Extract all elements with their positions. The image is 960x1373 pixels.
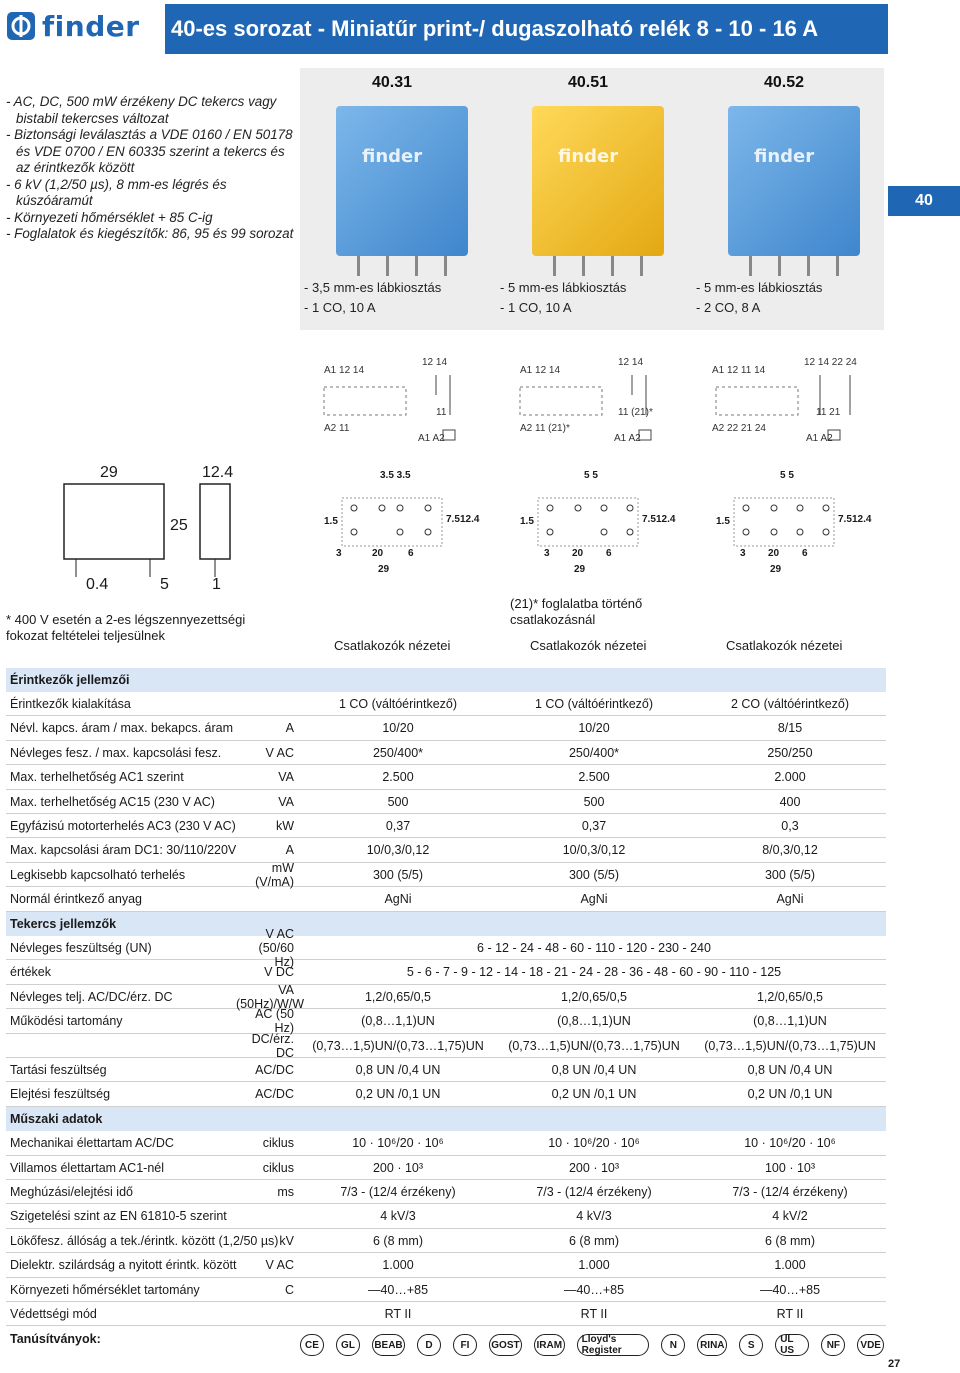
dim-label: 7.5 bbox=[642, 514, 656, 525]
dim-label: 29 bbox=[574, 564, 586, 575]
table-row bbox=[6, 1031, 886, 1060]
row-label: Villamos élettartam AC1-nél bbox=[10, 1160, 165, 1175]
row-value: 10 · 10⁶/20 · 10⁶ bbox=[744, 1136, 836, 1151]
dim-label: 3 bbox=[544, 548, 550, 559]
page-title: 40-es sorozat - Miniatűr print-/ dugaszolható relék 8 - 10 - 16 A bbox=[165, 4, 888, 54]
section-header: Érintkezők jellemzői bbox=[6, 668, 886, 692]
dim-label: 29 bbox=[378, 564, 390, 575]
schematic-label: 11 21 bbox=[816, 407, 841, 418]
dim-label: 0.4 bbox=[86, 576, 109, 593]
row-value: 8/0,3/0,12 bbox=[762, 843, 818, 858]
table-row bbox=[6, 814, 886, 838]
row-unit: VA (50Hz)/W/W bbox=[236, 982, 305, 1011]
relay-photo bbox=[336, 106, 468, 256]
dim-label: 6 bbox=[802, 548, 808, 559]
dim-label: 5 5 bbox=[584, 470, 598, 481]
row-value: 7/3 - (12/4 érzékeny) bbox=[340, 1184, 456, 1199]
dim-label: 29 bbox=[100, 464, 118, 481]
dim-label: 20 bbox=[768, 548, 780, 559]
row-unit: ciklus bbox=[262, 1160, 294, 1175]
view-label: Csatlakozók nézetei bbox=[530, 638, 647, 653]
row-value: 2.500 bbox=[382, 770, 414, 785]
section-header: Műszaki adatok bbox=[6, 1107, 886, 1131]
wiring-schematic bbox=[514, 355, 704, 455]
row-value: 2.500 bbox=[578, 770, 610, 785]
wiring-schematic bbox=[318, 355, 508, 455]
schematic-label: A2 22 21 24 bbox=[712, 423, 766, 434]
certification-mark-icon: D bbox=[417, 1334, 441, 1356]
certification-mark-icon: CE bbox=[300, 1334, 324, 1356]
table-row bbox=[6, 1180, 886, 1204]
row-value: 300 (5/5) bbox=[372, 867, 424, 882]
row-value: 10 · 10⁶/20 · 10⁶ bbox=[352, 1136, 444, 1151]
table-row bbox=[6, 926, 886, 969]
dim-label: 20 bbox=[372, 548, 384, 559]
certification-mark-icon: GL bbox=[336, 1334, 360, 1356]
dim-label: 12.4 bbox=[656, 514, 676, 525]
row-label: Meghúzási/elejtési idő bbox=[10, 1184, 133, 1199]
dim-label: 20 bbox=[572, 548, 584, 559]
certification-mark-icon: N bbox=[661, 1334, 685, 1356]
feature-item: - Környezeti hőmérséklet + 85 C-ig bbox=[6, 209, 213, 225]
row-value: 6 - 12 - 24 - 48 - 60 - 110 - 120 - 230 - 240 bbox=[477, 940, 711, 955]
spec-line: - 1 CO, 10 A bbox=[500, 300, 572, 315]
row-label: értékek bbox=[10, 965, 51, 980]
row-value: (0,73…1,5)UN/(0,73…1,75)UN bbox=[312, 1038, 484, 1053]
model-spec bbox=[500, 278, 626, 318]
row-value: 2.000 bbox=[774, 770, 806, 785]
certification-mark-icon: GOST bbox=[489, 1334, 522, 1356]
table-row bbox=[6, 692, 886, 716]
row-value: 100 · 10³ bbox=[764, 1160, 816, 1175]
row-label: Érintkezők kialakítása bbox=[10, 696, 131, 711]
row-value: AgNi bbox=[384, 892, 412, 907]
row-value: 7/3 - (12/4 érzékeny) bbox=[732, 1184, 848, 1199]
row-value: 1,2/0,65/0,5 bbox=[560, 989, 628, 1004]
table-row bbox=[6, 1156, 886, 1180]
row-value: 4 kV/3 bbox=[576, 1209, 612, 1224]
row-value: 500 bbox=[387, 794, 409, 809]
row-unit: VA bbox=[278, 794, 294, 809]
row-label: Névleges telj. AC/DC/érz. DC bbox=[10, 989, 173, 1004]
row-label: Elejtési feszültség bbox=[10, 1087, 111, 1102]
row-value: 300 (5/5) bbox=[764, 867, 816, 882]
model-code: 40.31 bbox=[372, 74, 413, 91]
row-unit: V AC (50/60 Hz) bbox=[258, 926, 294, 969]
row-label: Névleges feszültség (UN) bbox=[10, 940, 152, 955]
row-unit: mW (V/mA) bbox=[255, 860, 294, 889]
brand-name: finder bbox=[42, 9, 140, 43]
relay-brand-print: finder bbox=[558, 146, 619, 167]
certification-mark-icon: BEAB bbox=[372, 1334, 405, 1356]
wiring-schematic bbox=[710, 355, 900, 455]
dim-label: 3 bbox=[740, 548, 746, 559]
row-unit: DC/érz. DC bbox=[251, 1031, 294, 1060]
certification-mark-icon: VDE bbox=[857, 1334, 884, 1356]
feature-item: - 6 kV (1,2/50 µs), 8 mm-es légrés és kúszóáramút bbox=[6, 176, 227, 208]
relay-photo bbox=[532, 106, 664, 256]
row-value: 0,8 UN /0,4 UN bbox=[747, 1062, 833, 1077]
schematic-label: A1 12 14 bbox=[520, 365, 561, 376]
schematic-label: 12 14 22 24 bbox=[804, 357, 857, 368]
model-spec bbox=[696, 278, 822, 318]
row-value: 0,37 bbox=[385, 818, 411, 833]
relay-outline-drawing bbox=[40, 462, 280, 592]
row-value: 0,2 UN /0,1 UN bbox=[551, 1087, 637, 1102]
series-side-tab[interactable]: 40 bbox=[888, 186, 960, 216]
row-unit: ciklus bbox=[262, 1136, 294, 1151]
table-row bbox=[6, 741, 886, 765]
row-label: Normál érintkező anyag bbox=[10, 892, 143, 907]
schematic-label: A1 12 11 14 bbox=[712, 365, 766, 376]
row-unit: V AC bbox=[265, 1258, 294, 1273]
certification-mark-icon: S bbox=[739, 1334, 763, 1356]
dim-label: 12.4 bbox=[852, 514, 872, 525]
table-row bbox=[6, 1058, 886, 1082]
schematic-label: A1 A2 bbox=[614, 433, 641, 444]
table-row bbox=[6, 860, 886, 889]
table-row bbox=[6, 1083, 886, 1107]
table-row bbox=[6, 1254, 886, 1278]
row-value: 200 · 10³ bbox=[372, 1160, 424, 1175]
row-value: AgNi bbox=[580, 892, 608, 907]
row-value: 0,8 UN /0,4 UN bbox=[355, 1062, 441, 1077]
row-value: 400 bbox=[779, 794, 801, 809]
dim-label: 6 bbox=[408, 548, 414, 559]
schematic-label: 11 bbox=[436, 407, 447, 418]
spec-line: - 3,5 mm-es lábkiosztás bbox=[304, 280, 442, 295]
dimension-drawing-side bbox=[40, 462, 280, 592]
row-label: Mechanikai élettartam AC/DC bbox=[10, 1136, 174, 1151]
row-unit: kW bbox=[275, 818, 294, 833]
row-value: 200 · 10³ bbox=[568, 1160, 620, 1175]
row-value: 6 (8 mm) bbox=[569, 1233, 619, 1248]
row-value: 1,2/0,65/0,5 bbox=[364, 989, 432, 1004]
dim-label: 7.5 bbox=[446, 514, 460, 525]
dim-label: 25 bbox=[170, 517, 188, 534]
table-row bbox=[6, 717, 886, 741]
spec-line: - 1 CO, 10 A bbox=[304, 300, 376, 315]
row-value: 10/0,3/0,12 bbox=[366, 843, 430, 858]
row-unit: kV bbox=[279, 1233, 294, 1248]
row-value: 10/20 bbox=[578, 721, 610, 736]
view-label: Csatlakozók nézetei bbox=[334, 638, 451, 653]
row-label: Környezeti hőmérséklet tartomány bbox=[10, 1282, 200, 1297]
row-unit: AC/DC bbox=[255, 1062, 294, 1077]
schematic-label: A1 A2 bbox=[418, 433, 445, 444]
row-unit: A bbox=[285, 843, 294, 858]
spec-line: - 2 CO, 8 A bbox=[696, 300, 761, 315]
row-value: 500 bbox=[583, 794, 605, 809]
row-value: 1 CO (váltóérintkező) bbox=[338, 696, 458, 711]
row-value: RT II bbox=[776, 1306, 804, 1321]
row-unit: AC/DC bbox=[255, 1087, 294, 1102]
schematic-label: A1 12 14 bbox=[324, 365, 365, 376]
row-label: Működési tartomány bbox=[10, 1014, 123, 1029]
row-label: Legkisebb kapcsolható terhelés bbox=[10, 867, 186, 882]
row-unit: VA bbox=[278, 770, 294, 785]
row-value: —40…+85 bbox=[563, 1282, 625, 1297]
row-value: 10/0,3/0,12 bbox=[562, 843, 626, 858]
row-value: 250/250 bbox=[767, 745, 813, 760]
certifications-row bbox=[300, 1330, 884, 1360]
certification-mark-icon: UL US bbox=[775, 1334, 809, 1356]
row-label: Dielektr. szilárdság a nyitott érintk. között bbox=[10, 1258, 237, 1273]
dim-label: 3 bbox=[336, 548, 342, 559]
row-unit: C bbox=[284, 1282, 294, 1297]
row-label: Névl. kapcs. áram / max. bekapcs. áram bbox=[10, 721, 233, 736]
row-label: Max. terhelhetőség AC15 (230 V AC) bbox=[10, 794, 215, 809]
page-number: 27 bbox=[888, 1358, 901, 1370]
row-value: 6 (8 mm) bbox=[765, 1233, 815, 1248]
row-value: 10/20 bbox=[382, 721, 414, 736]
row-value: 0,2 UN /0,1 UN bbox=[747, 1087, 833, 1102]
schematic-label: A1 A2 bbox=[806, 433, 833, 444]
dim-label: 1.5 bbox=[324, 516, 338, 527]
row-value: (0,8…1,1)UN bbox=[753, 1014, 827, 1029]
row-value: 0,2 UN /0,1 UN bbox=[355, 1087, 441, 1102]
socket-footnote: (21)* foglalatba történő csatlakozásnál bbox=[510, 596, 643, 627]
dim-label: 12.4 bbox=[460, 514, 480, 525]
view-label: Csatlakozók nézetei bbox=[726, 638, 843, 653]
row-value: RT II bbox=[384, 1306, 412, 1321]
row-value: —40…+85 bbox=[367, 1282, 429, 1297]
dim-label: 5 bbox=[160, 576, 169, 593]
row-value: 6 (8 mm) bbox=[373, 1233, 423, 1248]
row-value: AgNi bbox=[776, 892, 804, 907]
row-value: 1.000 bbox=[578, 1258, 610, 1273]
relay-brand-print: finder bbox=[754, 146, 815, 167]
model-spec bbox=[304, 278, 441, 318]
row-value: 1 CO (váltóérintkező) bbox=[534, 696, 654, 711]
row-unit: ms bbox=[277, 1184, 294, 1199]
row-label: Védettségi mód bbox=[10, 1306, 97, 1321]
table-row bbox=[6, 982, 886, 1011]
schematic-label: A2 11 (21)* bbox=[520, 423, 570, 434]
certification-mark-icon: RINA bbox=[697, 1334, 727, 1356]
row-unit: A bbox=[285, 721, 294, 736]
pin-layout-drawing bbox=[714, 468, 872, 580]
row-value: (0,8…1,1)UN bbox=[557, 1014, 631, 1029]
product-photo-panel bbox=[300, 68, 884, 330]
table-row bbox=[6, 1205, 886, 1229]
row-label: Max. terhelhetőség AC1 szerint bbox=[10, 770, 184, 785]
row-value: 5 - 6 - 7 - 9 - 12 - 14 - 18 - 21 - 24 - 28 - 36 - 48 - 60 - 90 - 110 - 125 bbox=[406, 965, 782, 980]
model-code: 40.51 bbox=[568, 74, 609, 91]
table-row bbox=[6, 961, 886, 985]
row-value: RT II bbox=[580, 1306, 608, 1321]
row-value: 1.000 bbox=[774, 1258, 806, 1273]
dim-label: 1 bbox=[212, 576, 221, 593]
finder-logo-icon bbox=[6, 11, 36, 41]
table-row bbox=[6, 839, 886, 863]
row-label: Max. kapcsolási áram DC1: 30/110/220V bbox=[10, 843, 237, 858]
section-header: Tanúsítványok: bbox=[10, 1331, 101, 1346]
row-value: 250/400* bbox=[568, 745, 620, 760]
dim-label: 5 5 bbox=[780, 470, 794, 481]
dim-label: 1.5 bbox=[520, 516, 534, 527]
pin-layout-drawing bbox=[518, 468, 676, 580]
feature-item: - Foglalatok és kiegészítők: 86, 95 és 99 sorozat bbox=[6, 226, 294, 241]
row-value: 2 CO (váltóérintkező) bbox=[730, 696, 850, 711]
table-row bbox=[6, 790, 886, 814]
table-row bbox=[6, 1007, 886, 1036]
dim-label: 3.5 3.5 bbox=[380, 470, 411, 481]
dim-label: 12.4 bbox=[202, 464, 234, 481]
row-label: Egyfázisú motorterhelés AC3 (230 V AC) bbox=[10, 818, 236, 833]
row-value: 300 (5/5) bbox=[568, 867, 620, 882]
certification-mark-icon: NF bbox=[821, 1334, 845, 1356]
schematic-label: 12 14 bbox=[422, 357, 448, 368]
table-row bbox=[6, 888, 886, 912]
row-unit: V DC bbox=[264, 965, 294, 980]
relay-photo bbox=[728, 106, 860, 256]
schematic-label: 12 14 bbox=[618, 357, 644, 368]
table-row bbox=[6, 1278, 886, 1302]
model-code: 40.52 bbox=[764, 74, 805, 91]
row-label: Névleges fesz. / max. kapcsolási fesz. bbox=[10, 745, 222, 760]
pin-layout-drawing bbox=[322, 468, 480, 580]
dim-label: 1.5 bbox=[716, 516, 730, 527]
brand-logo bbox=[6, 8, 156, 44]
row-label: Szigetelési szint az EN 61810-5 szerint bbox=[10, 1209, 227, 1224]
row-value: 0,3 bbox=[781, 818, 799, 833]
row-value: (0,73…1,5)UN/(0,73…1,75)UN bbox=[704, 1038, 876, 1053]
table-row bbox=[6, 1132, 886, 1156]
row-value: 4 kV/2 bbox=[772, 1209, 808, 1224]
relay-brand-print: finder bbox=[362, 146, 423, 167]
spec-line: - 5 mm-es lábkiosztás bbox=[696, 280, 823, 295]
feature-list bbox=[6, 94, 296, 243]
spec-line: - 5 mm-es lábkiosztás bbox=[500, 280, 627, 295]
certification-mark-icon: Lloyd's Register bbox=[577, 1334, 650, 1356]
dim-label: 7.5 bbox=[838, 514, 852, 525]
row-value: 8/15 bbox=[777, 721, 803, 736]
section-header: Tekercs jellemzők bbox=[6, 912, 886, 936]
table-row bbox=[6, 1302, 886, 1326]
certification-mark-icon: FI bbox=[453, 1334, 477, 1356]
row-value: 10 · 10⁶/20 · 10⁶ bbox=[548, 1136, 640, 1151]
schematic-label: 11 (21)* bbox=[618, 407, 653, 418]
row-unit: AC (50 Hz) bbox=[255, 1007, 294, 1036]
feature-item: - AC, DC, 500 mW érzékeny DC tekercs vagy bistabil tekercses változat bbox=[6, 94, 277, 126]
feature-item: - Biztonsági leválasztás a VDE 0160 / EN 50178 és VDE 0700 / EN 60335 szerint a tekercs és az érintkezők között bbox=[6, 127, 293, 175]
table-row bbox=[6, 766, 886, 790]
table-row bbox=[6, 1229, 886, 1253]
dim-label: 29 bbox=[770, 564, 782, 575]
row-value: 1,2/0,65/0,5 bbox=[756, 989, 824, 1004]
row-value: 7/3 - (12/4 érzékeny) bbox=[536, 1184, 652, 1199]
row-value: 0,37 bbox=[581, 818, 607, 833]
row-unit: V AC bbox=[265, 745, 294, 760]
row-value: 1.000 bbox=[382, 1258, 414, 1273]
row-label: Tartási feszültség bbox=[10, 1062, 107, 1077]
row-value: (0,8…1,1)UN bbox=[361, 1014, 435, 1029]
row-value: 4 kV/3 bbox=[380, 1209, 416, 1224]
certification-mark-icon: IRAM bbox=[534, 1334, 565, 1356]
schematic-label: A2 11 bbox=[324, 423, 350, 434]
voltage-footnote: * 400 V esetén a 2-es légszennyezettségi fokozat feltételei teljesülnek bbox=[6, 612, 246, 643]
row-value: (0,73…1,5)UN/(0,73…1,75)UN bbox=[508, 1038, 680, 1053]
row-value: 0,8 UN /0,4 UN bbox=[551, 1062, 637, 1077]
dim-label: 6 bbox=[606, 548, 612, 559]
row-value: —40…+85 bbox=[759, 1282, 821, 1297]
row-value: 250/400* bbox=[372, 745, 424, 760]
row-label: Lökőfesz. állóság a tek./érintk. között (1,2/50 µs) bbox=[10, 1233, 279, 1248]
